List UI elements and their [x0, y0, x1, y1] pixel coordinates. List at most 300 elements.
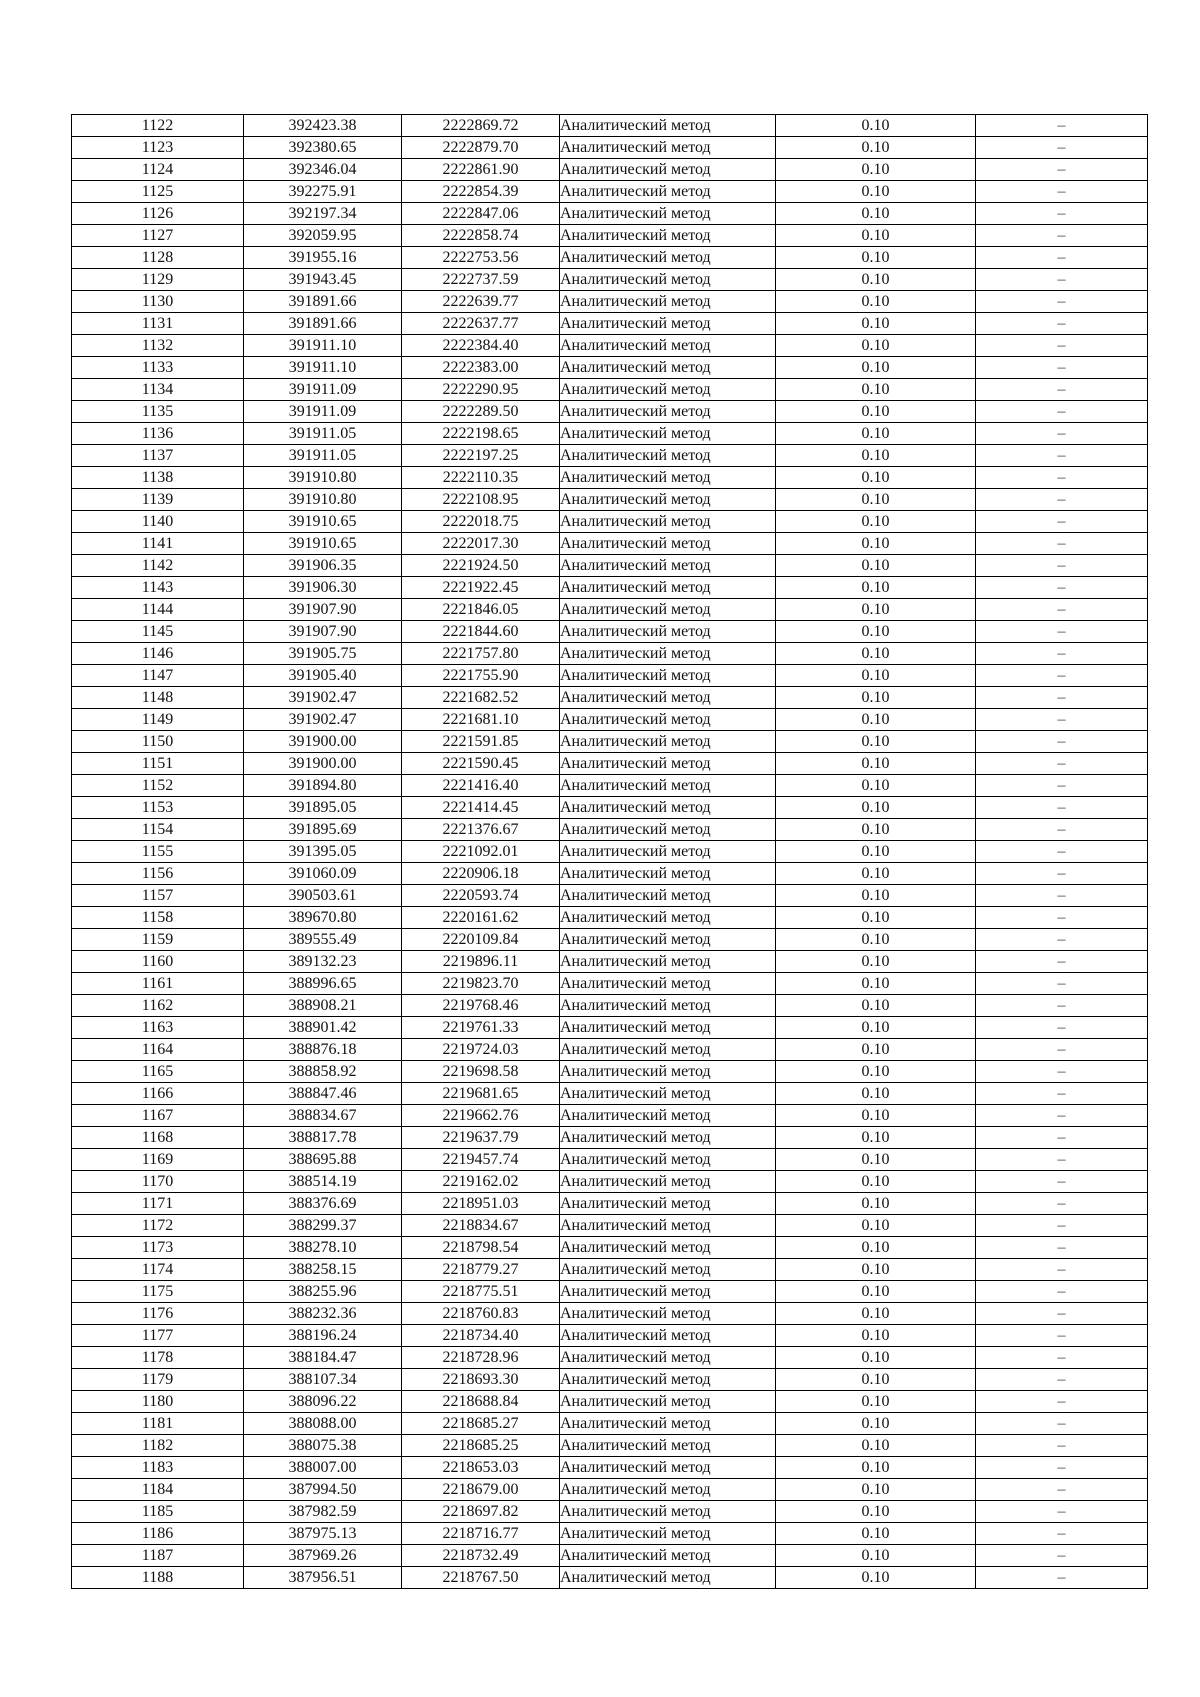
accuracy-cell: 0.10 — [776, 1237, 976, 1259]
y-coordinate-cell: 2218679.00 — [402, 1479, 560, 1501]
accuracy-cell: 0.10 — [776, 1215, 976, 1237]
accuracy-cell: 0.10 — [776, 1193, 976, 1215]
note-cell: – — [976, 467, 1148, 489]
table-row — [72, 687, 1148, 709]
x-coordinate-cell: 391911.09 — [244, 401, 402, 423]
point-number-cell: 1122 — [72, 115, 244, 137]
y-coordinate-cell: 2222847.06 — [402, 203, 560, 225]
x-coordinate-cell: 388695.88 — [244, 1149, 402, 1171]
x-coordinate-cell: 388196.24 — [244, 1325, 402, 1347]
y-coordinate-cell: 2218688.84 — [402, 1391, 560, 1413]
point-number-cell: 1156 — [72, 863, 244, 885]
method-cell: Аналитический метод — [560, 1567, 776, 1589]
note-cell: – — [976, 1391, 1148, 1413]
accuracy-cell: 0.10 — [776, 1545, 976, 1567]
y-coordinate-cell: 2222879.70 — [402, 137, 560, 159]
y-coordinate-cell: 2222861.90 — [402, 159, 560, 181]
method-cell: Аналитический метод — [560, 1303, 776, 1325]
x-coordinate-cell: 391895.69 — [244, 819, 402, 841]
method-cell: Аналитический метод — [560, 973, 776, 995]
table-row — [72, 863, 1148, 885]
note-cell: – — [976, 159, 1148, 181]
table-row — [72, 621, 1148, 643]
y-coordinate-cell: 2218760.83 — [402, 1303, 560, 1325]
point-number-cell: 1126 — [72, 203, 244, 225]
x-coordinate-cell: 388834.67 — [244, 1105, 402, 1127]
y-coordinate-cell: 2222017.30 — [402, 533, 560, 555]
note-cell: – — [976, 863, 1148, 885]
point-number-cell: 1127 — [72, 225, 244, 247]
y-coordinate-cell: 2218767.50 — [402, 1567, 560, 1589]
table-row — [72, 137, 1148, 159]
point-number-cell: 1165 — [72, 1061, 244, 1083]
method-cell: Аналитический метод — [560, 159, 776, 181]
method-cell: Аналитический метод — [560, 357, 776, 379]
method-cell: Аналитический метод — [560, 335, 776, 357]
method-cell: Аналитический метод — [560, 885, 776, 907]
accuracy-cell: 0.10 — [776, 1105, 976, 1127]
accuracy-cell: 0.10 — [776, 291, 976, 313]
note-cell: – — [976, 1061, 1148, 1083]
method-cell: Аналитический метод — [560, 1369, 776, 1391]
x-coordinate-cell: 391891.66 — [244, 313, 402, 335]
method-cell: Аналитический метод — [560, 951, 776, 973]
x-coordinate-cell: 391906.30 — [244, 577, 402, 599]
method-cell: Аналитический метод — [560, 753, 776, 775]
point-number-cell: 1186 — [72, 1523, 244, 1545]
point-number-cell: 1132 — [72, 335, 244, 357]
x-coordinate-cell: 388817.78 — [244, 1127, 402, 1149]
point-number-cell: 1128 — [72, 247, 244, 269]
note-cell: – — [976, 1039, 1148, 1061]
method-cell: Аналитический метод — [560, 1413, 776, 1435]
x-coordinate-cell: 391900.00 — [244, 753, 402, 775]
method-cell: Аналитический метод — [560, 841, 776, 863]
y-coordinate-cell: 2219724.03 — [402, 1039, 560, 1061]
accuracy-cell: 0.10 — [776, 929, 976, 951]
method-cell: Аналитический метод — [560, 533, 776, 555]
note-cell: – — [976, 401, 1148, 423]
point-number-cell: 1137 — [72, 445, 244, 467]
accuracy-cell: 0.10 — [776, 753, 976, 775]
method-cell: Аналитический метод — [560, 907, 776, 929]
note-cell: – — [976, 973, 1148, 995]
note-cell: – — [976, 137, 1148, 159]
point-number-cell: 1135 — [72, 401, 244, 423]
method-cell: Аналитический метод — [560, 797, 776, 819]
point-number-cell: 1161 — [72, 973, 244, 995]
method-cell: Аналитический метод — [560, 1127, 776, 1149]
note-cell: – — [976, 1523, 1148, 1545]
y-coordinate-cell: 2219637.79 — [402, 1127, 560, 1149]
y-coordinate-cell: 2218775.51 — [402, 1281, 560, 1303]
table-row — [72, 599, 1148, 621]
point-number-cell: 1150 — [72, 731, 244, 753]
x-coordinate-cell: 387969.26 — [244, 1545, 402, 1567]
accuracy-cell: 0.10 — [776, 885, 976, 907]
point-number-cell: 1167 — [72, 1105, 244, 1127]
note-cell: – — [976, 115, 1148, 137]
method-cell: Аналитический метод — [560, 1391, 776, 1413]
x-coordinate-cell: 391910.80 — [244, 489, 402, 511]
y-coordinate-cell: 2221924.50 — [402, 555, 560, 577]
note-cell: – — [976, 533, 1148, 555]
point-number-cell: 1123 — [72, 137, 244, 159]
table-row — [72, 247, 1148, 269]
point-number-cell: 1124 — [72, 159, 244, 181]
table-row — [72, 159, 1148, 181]
note-cell: – — [976, 665, 1148, 687]
method-cell: Аналитический метод — [560, 1523, 776, 1545]
y-coordinate-cell: 2221757.80 — [402, 643, 560, 665]
accuracy-cell: 0.10 — [776, 995, 976, 1017]
table-row — [72, 973, 1148, 995]
note-cell: – — [976, 599, 1148, 621]
accuracy-cell: 0.10 — [776, 1039, 976, 1061]
x-coordinate-cell: 391910.80 — [244, 467, 402, 489]
point-number-cell: 1184 — [72, 1479, 244, 1501]
y-coordinate-cell: 2222384.40 — [402, 335, 560, 357]
table-row — [72, 1457, 1148, 1479]
x-coordinate-cell: 388096.22 — [244, 1391, 402, 1413]
y-coordinate-cell: 2220161.62 — [402, 907, 560, 929]
table-row — [72, 1237, 1148, 1259]
table-row — [72, 929, 1148, 951]
point-number-cell: 1164 — [72, 1039, 244, 1061]
table-row — [72, 1303, 1148, 1325]
table-row — [72, 467, 1148, 489]
x-coordinate-cell: 391911.05 — [244, 423, 402, 445]
accuracy-cell: 0.10 — [776, 577, 976, 599]
x-coordinate-cell: 391955.16 — [244, 247, 402, 269]
note-cell: – — [976, 357, 1148, 379]
note-cell: – — [976, 621, 1148, 643]
x-coordinate-cell: 387994.50 — [244, 1479, 402, 1501]
table-row — [72, 797, 1148, 819]
table-row — [72, 1039, 1148, 1061]
method-cell: Аналитический метод — [560, 819, 776, 841]
table-row — [72, 225, 1148, 247]
accuracy-cell: 0.10 — [776, 819, 976, 841]
x-coordinate-cell: 388996.65 — [244, 973, 402, 995]
note-cell: – — [976, 797, 1148, 819]
accuracy-cell: 0.10 — [776, 511, 976, 533]
method-cell: Аналитический метод — [560, 401, 776, 423]
note-cell: – — [976, 225, 1148, 247]
method-cell: Аналитический метод — [560, 1479, 776, 1501]
y-coordinate-cell: 2218693.30 — [402, 1369, 560, 1391]
point-number-cell: 1173 — [72, 1237, 244, 1259]
table-row — [72, 1281, 1148, 1303]
table-row — [72, 1435, 1148, 1457]
accuracy-cell: 0.10 — [776, 379, 976, 401]
table-row — [72, 709, 1148, 731]
note-cell: – — [976, 1325, 1148, 1347]
x-coordinate-cell: 391060.09 — [244, 863, 402, 885]
x-coordinate-cell: 389670.80 — [244, 907, 402, 929]
accuracy-cell: 0.10 — [776, 1017, 976, 1039]
y-coordinate-cell: 2219457.74 — [402, 1149, 560, 1171]
table-row — [72, 753, 1148, 775]
point-number-cell: 1175 — [72, 1281, 244, 1303]
y-coordinate-cell: 2222018.75 — [402, 511, 560, 533]
accuracy-cell: 0.10 — [776, 1281, 976, 1303]
y-coordinate-cell: 2222869.72 — [402, 115, 560, 137]
note-cell: – — [976, 1127, 1148, 1149]
point-number-cell: 1160 — [72, 951, 244, 973]
y-coordinate-cell: 2218716.77 — [402, 1523, 560, 1545]
note-cell: – — [976, 1501, 1148, 1523]
x-coordinate-cell: 388255.96 — [244, 1281, 402, 1303]
method-cell: Аналитический метод — [560, 863, 776, 885]
table-row — [72, 1413, 1148, 1435]
y-coordinate-cell: 2218653.03 — [402, 1457, 560, 1479]
note-cell: – — [976, 951, 1148, 973]
y-coordinate-cell: 2219662.76 — [402, 1105, 560, 1127]
accuracy-cell: 0.10 — [776, 841, 976, 863]
note-cell: – — [976, 1193, 1148, 1215]
x-coordinate-cell: 391894.80 — [244, 775, 402, 797]
y-coordinate-cell: 2220593.74 — [402, 885, 560, 907]
note-cell: – — [976, 1545, 1148, 1567]
accuracy-cell: 0.10 — [776, 335, 976, 357]
table-row — [72, 115, 1148, 137]
accuracy-cell: 0.10 — [776, 709, 976, 731]
point-number-cell: 1183 — [72, 1457, 244, 1479]
accuracy-cell: 0.10 — [776, 1325, 976, 1347]
note-cell: – — [976, 1017, 1148, 1039]
note-cell: – — [976, 511, 1148, 533]
table-row — [72, 643, 1148, 665]
note-cell: – — [976, 247, 1148, 269]
note-cell: – — [976, 731, 1148, 753]
table-row — [72, 665, 1148, 687]
method-cell: Аналитический метод — [560, 929, 776, 951]
table-row — [72, 423, 1148, 445]
y-coordinate-cell: 2222197.25 — [402, 445, 560, 467]
table-row — [72, 577, 1148, 599]
y-coordinate-cell: 2218951.03 — [402, 1193, 560, 1215]
method-cell: Аналитический метод — [560, 489, 776, 511]
point-number-cell: 1144 — [72, 599, 244, 621]
note-cell: – — [976, 181, 1148, 203]
y-coordinate-cell: 2220109.84 — [402, 929, 560, 951]
point-number-cell: 1125 — [72, 181, 244, 203]
y-coordinate-cell: 2222637.77 — [402, 313, 560, 335]
x-coordinate-cell: 388184.47 — [244, 1347, 402, 1369]
method-cell: Аналитический метод — [560, 511, 776, 533]
accuracy-cell: 0.10 — [776, 1479, 976, 1501]
table-row — [72, 203, 1148, 225]
x-coordinate-cell: 388514.19 — [244, 1171, 402, 1193]
x-coordinate-cell: 387975.13 — [244, 1523, 402, 1545]
method-cell: Аналитический метод — [560, 1347, 776, 1369]
point-number-cell: 1153 — [72, 797, 244, 819]
y-coordinate-cell: 2218732.49 — [402, 1545, 560, 1567]
table-row — [72, 1567, 1148, 1589]
method-cell: Аналитический метод — [560, 599, 776, 621]
y-coordinate-cell: 2218798.54 — [402, 1237, 560, 1259]
table-row — [72, 951, 1148, 973]
point-number-cell: 1172 — [72, 1215, 244, 1237]
y-coordinate-cell: 2222858.74 — [402, 225, 560, 247]
point-number-cell: 1136 — [72, 423, 244, 445]
accuracy-cell: 0.10 — [776, 313, 976, 335]
coordinates-table — [71, 114, 1148, 1589]
y-coordinate-cell: 2219162.02 — [402, 1171, 560, 1193]
point-number-cell: 1131 — [72, 313, 244, 335]
table-row — [72, 445, 1148, 467]
method-cell: Аналитический метод — [560, 291, 776, 313]
table-row — [72, 1215, 1148, 1237]
accuracy-cell: 0.10 — [776, 599, 976, 621]
accuracy-cell: 0.10 — [776, 1061, 976, 1083]
x-coordinate-cell: 392059.95 — [244, 225, 402, 247]
method-cell: Аналитический метод — [560, 445, 776, 467]
note-cell: – — [976, 1435, 1148, 1457]
note-cell: – — [976, 291, 1148, 313]
table-row — [72, 1501, 1148, 1523]
point-number-cell: 1152 — [72, 775, 244, 797]
method-cell: Аналитический метод — [560, 1237, 776, 1259]
point-number-cell: 1171 — [72, 1193, 244, 1215]
note-cell: – — [976, 643, 1148, 665]
accuracy-cell: 0.10 — [776, 1567, 976, 1589]
point-number-cell: 1142 — [72, 555, 244, 577]
y-coordinate-cell: 2222110.35 — [402, 467, 560, 489]
x-coordinate-cell: 391910.65 — [244, 511, 402, 533]
note-cell: – — [976, 1347, 1148, 1369]
point-number-cell: 1133 — [72, 357, 244, 379]
method-cell: Аналитический метод — [560, 203, 776, 225]
method-cell: Аналитический метод — [560, 181, 776, 203]
table-row — [72, 269, 1148, 291]
accuracy-cell: 0.10 — [776, 1083, 976, 1105]
accuracy-cell: 0.10 — [776, 1171, 976, 1193]
table-row — [72, 555, 1148, 577]
accuracy-cell: 0.10 — [776, 973, 976, 995]
x-coordinate-cell: 391395.05 — [244, 841, 402, 863]
accuracy-cell: 0.10 — [776, 423, 976, 445]
note-cell: – — [976, 907, 1148, 929]
table-row — [72, 1149, 1148, 1171]
method-cell: Аналитический метод — [560, 1017, 776, 1039]
method-cell: Аналитический метод — [560, 1061, 776, 1083]
note-cell: – — [976, 1259, 1148, 1281]
point-number-cell: 1129 — [72, 269, 244, 291]
x-coordinate-cell: 391900.00 — [244, 731, 402, 753]
x-coordinate-cell: 388901.42 — [244, 1017, 402, 1039]
note-cell: – — [976, 1105, 1148, 1127]
accuracy-cell: 0.10 — [776, 115, 976, 137]
accuracy-cell: 0.10 — [776, 687, 976, 709]
y-coordinate-cell: 2221414.45 — [402, 797, 560, 819]
y-coordinate-cell: 2221681.10 — [402, 709, 560, 731]
y-coordinate-cell: 2222108.95 — [402, 489, 560, 511]
accuracy-cell: 0.10 — [776, 555, 976, 577]
method-cell: Аналитический метод — [560, 731, 776, 753]
x-coordinate-cell: 391911.05 — [244, 445, 402, 467]
x-coordinate-cell: 387956.51 — [244, 1567, 402, 1589]
table-row — [72, 1193, 1148, 1215]
x-coordinate-cell: 388858.92 — [244, 1061, 402, 1083]
note-cell: – — [976, 203, 1148, 225]
accuracy-cell: 0.10 — [776, 731, 976, 753]
point-number-cell: 1168 — [72, 1127, 244, 1149]
x-coordinate-cell: 388107.34 — [244, 1369, 402, 1391]
note-cell: – — [976, 1237, 1148, 1259]
x-coordinate-cell: 391905.75 — [244, 643, 402, 665]
y-coordinate-cell: 2221844.60 — [402, 621, 560, 643]
point-number-cell: 1162 — [72, 995, 244, 1017]
y-coordinate-cell: 2219768.46 — [402, 995, 560, 1017]
x-coordinate-cell: 388376.69 — [244, 1193, 402, 1215]
method-cell: Аналитический метод — [560, 643, 776, 665]
note-cell: – — [976, 1171, 1148, 1193]
note-cell: – — [976, 929, 1148, 951]
note-cell: – — [976, 687, 1148, 709]
point-number-cell: 1181 — [72, 1413, 244, 1435]
accuracy-cell: 0.10 — [776, 1369, 976, 1391]
point-number-cell: 1146 — [72, 643, 244, 665]
note-cell: – — [976, 1215, 1148, 1237]
x-coordinate-cell: 391891.66 — [244, 291, 402, 313]
accuracy-cell: 0.10 — [776, 269, 976, 291]
method-cell: Аналитический метод — [560, 1281, 776, 1303]
method-cell: Аналитический метод — [560, 1215, 776, 1237]
note-cell: – — [976, 555, 1148, 577]
accuracy-cell: 0.10 — [776, 643, 976, 665]
point-number-cell: 1185 — [72, 1501, 244, 1523]
note-cell: – — [976, 269, 1148, 291]
y-coordinate-cell: 2219698.58 — [402, 1061, 560, 1083]
method-cell: Аналитический метод — [560, 995, 776, 1017]
table-row — [72, 1369, 1148, 1391]
note-cell: – — [976, 1369, 1148, 1391]
method-cell: Аналитический метод — [560, 1083, 776, 1105]
note-cell: – — [976, 335, 1148, 357]
table-row — [72, 885, 1148, 907]
point-number-cell: 1159 — [72, 929, 244, 951]
table-row — [72, 731, 1148, 753]
point-number-cell: 1130 — [72, 291, 244, 313]
x-coordinate-cell: 388278.10 — [244, 1237, 402, 1259]
x-coordinate-cell: 389132.23 — [244, 951, 402, 973]
point-number-cell: 1178 — [72, 1347, 244, 1369]
y-coordinate-cell: 2219681.65 — [402, 1083, 560, 1105]
table-row — [72, 995, 1148, 1017]
table-row — [72, 1017, 1148, 1039]
x-coordinate-cell: 391911.10 — [244, 335, 402, 357]
accuracy-cell: 0.10 — [776, 401, 976, 423]
accuracy-cell: 0.10 — [776, 1501, 976, 1523]
method-cell: Аналитический метод — [560, 423, 776, 445]
accuracy-cell: 0.10 — [776, 1435, 976, 1457]
point-number-cell: 1174 — [72, 1259, 244, 1281]
point-number-cell: 1177 — [72, 1325, 244, 1347]
point-number-cell: 1157 — [72, 885, 244, 907]
y-coordinate-cell: 2221590.45 — [402, 753, 560, 775]
table-row — [72, 1325, 1148, 1347]
table-row — [72, 1479, 1148, 1501]
x-coordinate-cell: 392197.34 — [244, 203, 402, 225]
y-coordinate-cell: 2218779.27 — [402, 1259, 560, 1281]
method-cell: Аналитический метод — [560, 313, 776, 335]
note-cell: – — [976, 709, 1148, 731]
accuracy-cell: 0.10 — [776, 1303, 976, 1325]
table-row — [72, 357, 1148, 379]
accuracy-cell: 0.10 — [776, 863, 976, 885]
